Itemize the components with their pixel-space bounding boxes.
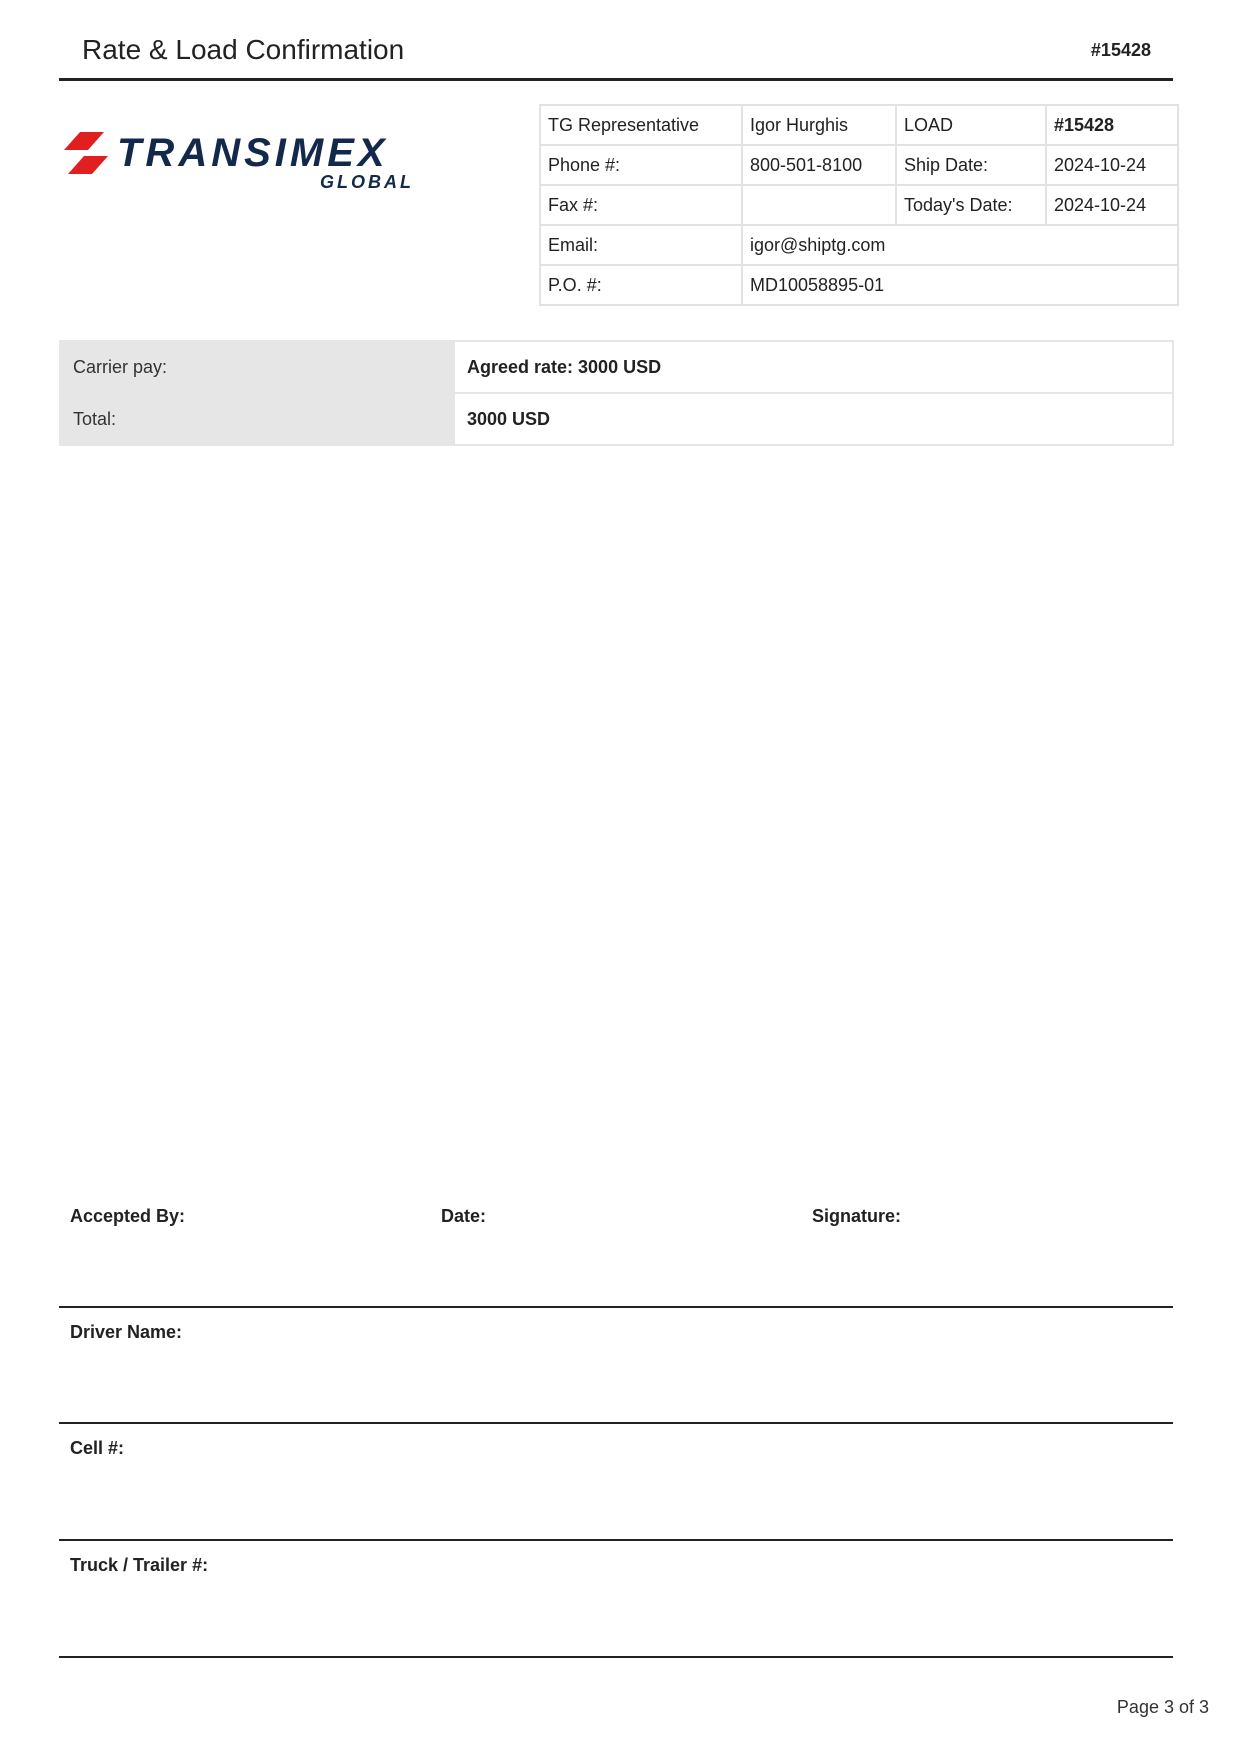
load-info-table [539,104,1179,306]
ship-date-value: 2024-10-24 [1046,145,1178,185]
table-row [540,265,1178,305]
total-label: Total: [60,393,454,445]
table-row [60,341,1173,393]
company-logo [62,128,432,198]
document-title: Rate & Load Confirmation [82,34,405,65]
carrier-pay-value: Agreed rate: 3000 USD [454,341,1173,393]
document-header [59,30,1173,81]
phone-value: 800-501-8100 [742,145,896,185]
page-number: Page 3 of 3 [1116,1697,1209,1717]
table-row [60,393,1173,445]
po-label: P.O. #: [540,265,742,305]
total-value: 3000 USD [454,393,1173,445]
cell-row [59,1438,1173,1541]
load-label: LOAD [896,105,1046,145]
driver-name-row [59,1322,1173,1424]
date-label: Date: [441,1206,487,1226]
email-label: Email: [540,225,742,265]
logo-stripe-bottom [68,156,108,174]
fax-value [742,185,896,225]
po-value: MD10058895-01 [742,265,1178,305]
todays-date-label: Today's Date: [896,185,1046,225]
signature-label: Signature: [812,1206,902,1226]
truck-trailer-row [59,1555,1173,1658]
accepted-by-label: Accepted By: [70,1206,186,1226]
todays-date-value: 2024-10-24 [1046,185,1178,225]
table-row [540,225,1178,265]
table-row [540,185,1178,225]
logo-stripe-top [64,132,104,150]
driver-name-label: Driver Name: [70,1322,183,1342]
load-value: #15428 [1046,105,1178,145]
fax-label: Fax #: [540,185,742,225]
rep-value: Igor Hurghis [742,105,896,145]
cell-label: Cell #: [70,1438,125,1458]
rep-label: TG Representative [540,105,742,145]
truck-trailer-label: Truck / Trailer #: [70,1555,209,1575]
document-number: #15428 [1090,40,1151,60]
table-row [540,145,1178,185]
table-row [540,105,1178,145]
email-value: igor@shiptg.com [742,225,1178,265]
carrier-pay-label: Carrier pay: [60,341,454,393]
acceptance-row [59,1206,1173,1308]
phone-label: Phone #: [540,145,742,185]
logo-wordmark: TRANSIMEX [117,131,389,175]
logo-subtitle: GLOBAL [320,172,414,192]
carrier-pay-table [59,340,1174,446]
ship-date-label: Ship Date: [896,145,1046,185]
